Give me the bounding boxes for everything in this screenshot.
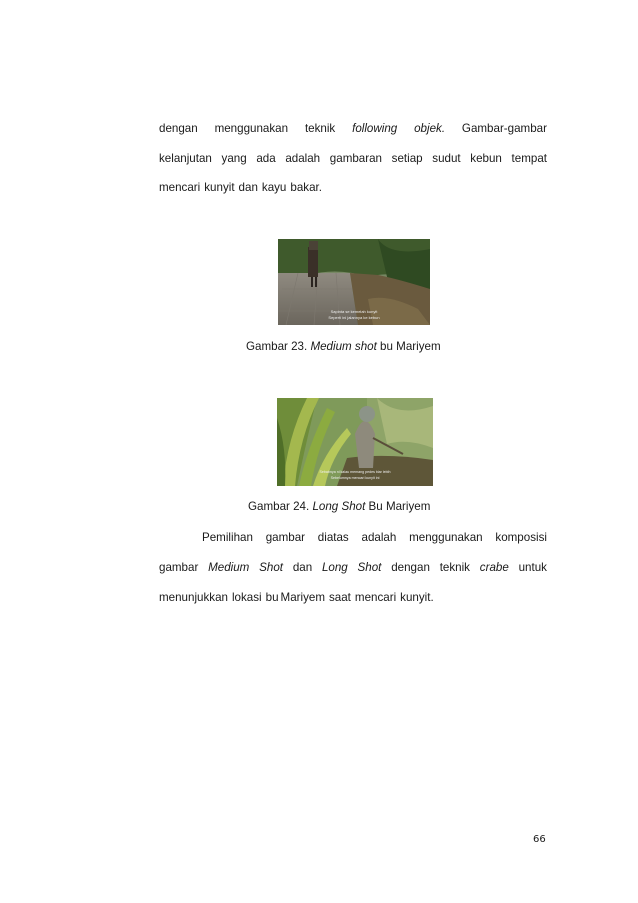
subtitle-line-2: Seperti ini jalannya ke kebun xyxy=(328,315,380,320)
word: gambar xyxy=(159,561,199,574)
subtitle-line-2: Sebelumnya mencari kunyit ini xyxy=(330,476,380,480)
garden-scene-illustration xyxy=(277,398,433,486)
subtitle-line-1: Sebabnya ni kalau memang pedes biar lebih xyxy=(319,470,391,474)
caption-italic: Long Shot xyxy=(312,500,366,513)
word-italic: following xyxy=(352,122,398,135)
subtitle-line-1: Sapinta se kemelah kunyit xyxy=(330,309,378,314)
word: untuk xyxy=(518,561,547,574)
word: kelanjutan xyxy=(159,152,212,165)
word-italic: Shot xyxy=(259,561,284,574)
word: ada xyxy=(256,152,276,165)
word: kayu xyxy=(261,181,287,194)
word: kunyit xyxy=(204,181,235,194)
caption-italic: Medium shot xyxy=(310,340,377,353)
word: diatas xyxy=(317,531,349,544)
word-italic: Shot xyxy=(357,561,382,574)
word: yang xyxy=(221,152,247,165)
paragraph-1-line-1 xyxy=(159,121,547,137)
word: dan xyxy=(292,561,313,574)
word: sudut xyxy=(432,152,461,165)
page-number: 66 xyxy=(533,834,546,845)
paragraph-1-line-2 xyxy=(159,151,547,167)
word: adalah xyxy=(361,531,397,544)
word: komposisi xyxy=(495,531,547,544)
word: teknik xyxy=(304,122,336,135)
word: mencari xyxy=(354,591,397,604)
word: adalah xyxy=(285,152,321,165)
caption-suffix: bu Mariyem xyxy=(376,340,441,353)
word: Mariyem xyxy=(280,591,325,604)
word: teknik xyxy=(439,561,470,574)
word: Pemilihan xyxy=(202,531,253,544)
word: tempat xyxy=(511,152,547,165)
paragraph-1-line-3 xyxy=(159,180,547,196)
paragraph-2-line-2 xyxy=(159,560,547,576)
word: dengan xyxy=(391,561,430,574)
figure-24-photo xyxy=(277,398,433,486)
word: kunyit. xyxy=(400,591,434,604)
word: mencari xyxy=(159,181,201,194)
caption-suffix: Bu Mariyem xyxy=(365,500,431,513)
word: saat xyxy=(328,591,351,604)
word: menggunakan xyxy=(409,531,483,544)
word: gambaran xyxy=(329,152,383,165)
word-italic: Medium xyxy=(208,561,250,574)
word: bu xyxy=(265,591,279,604)
caption-prefix: Gambar 23. xyxy=(246,340,311,353)
word: setiap xyxy=(391,152,423,165)
word: menggunakan xyxy=(214,122,289,135)
word: Gambar-gambar xyxy=(461,122,547,135)
word-italic: Long xyxy=(321,561,348,574)
word: kebun xyxy=(470,152,502,165)
word: menunjukkan xyxy=(159,591,228,604)
figure-23-photo xyxy=(278,239,430,325)
caption-prefix: Gambar 24. xyxy=(248,500,313,513)
word-italic: crabe xyxy=(479,561,509,574)
figure-23-caption xyxy=(246,339,441,355)
word-italic: objek. xyxy=(414,122,446,135)
word: dengan xyxy=(159,122,198,135)
word: gambar xyxy=(265,531,306,544)
figure-24-caption xyxy=(248,499,430,515)
word: bakar. xyxy=(290,181,322,194)
word: dan xyxy=(238,181,258,194)
word: lokasi xyxy=(231,591,262,604)
paragraph-2-line-3 xyxy=(159,590,547,606)
paragraph-2-line-1 xyxy=(202,530,547,546)
path-scene-illustration xyxy=(278,239,430,325)
